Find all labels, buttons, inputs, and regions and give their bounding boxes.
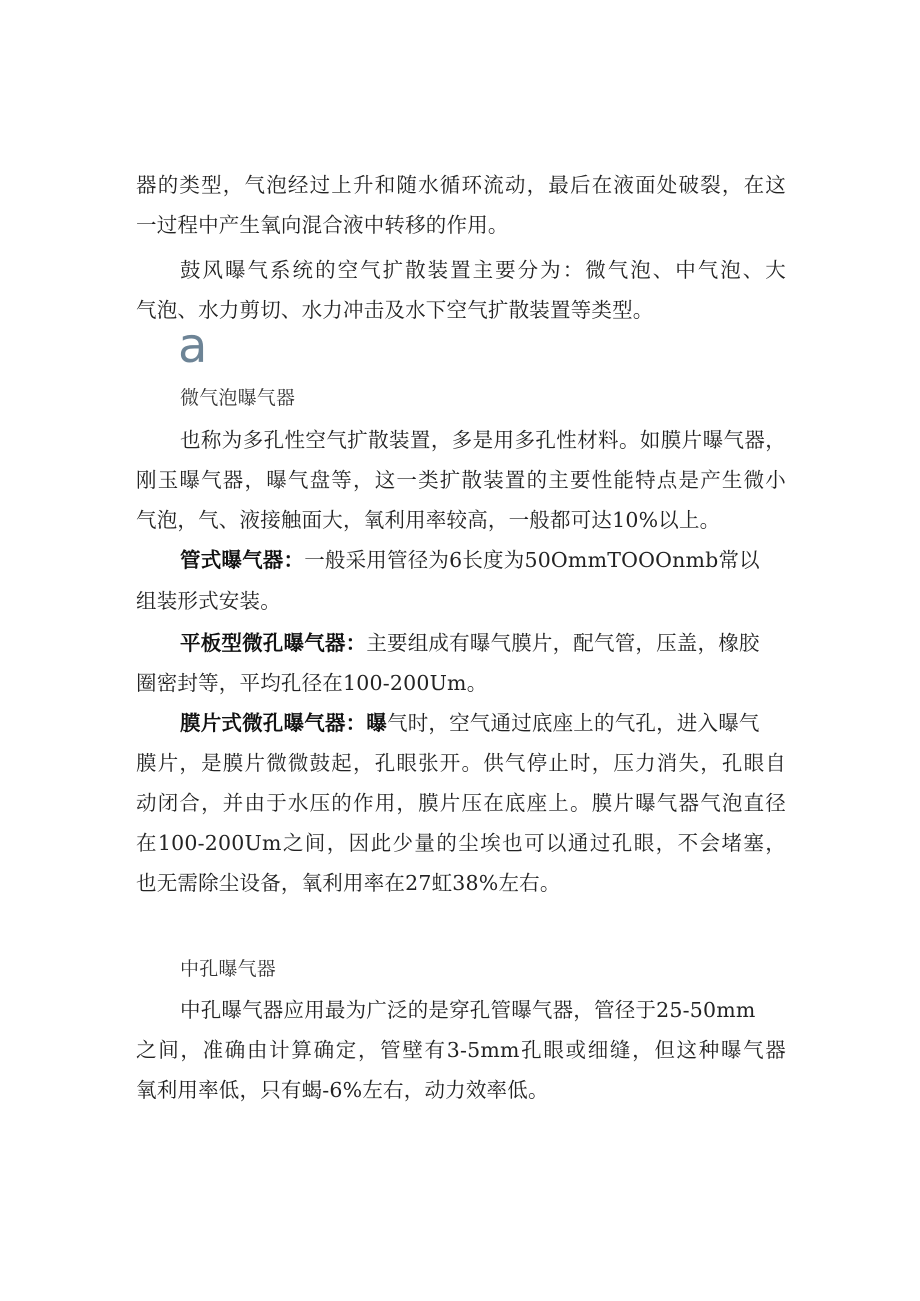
paragraph-line: 刚玉曝气器，曝气盘等，这一类扩散装置的主要性能特点是产生微小 <box>136 468 786 492</box>
section-heading: 微气泡曝气器 <box>180 387 296 409</box>
section-marker: a <box>178 318 208 374</box>
paragraph-line: 也无需除尘设备，氧利用率在27虹38%左右。 <box>136 871 561 895</box>
paragraph-line: 一过程中产生氧向混合液中转移的作用。 <box>136 213 509 237</box>
paragraph-line: 也称为多孔性空气扩散装置，多是用多孔性材料。如膜片曝气器， <box>180 428 786 452</box>
paragraph-line: 气泡、水力剪切、水力冲击及水下空气扩散装置等类型。 <box>136 298 654 322</box>
paragraph-line: 膜片，是膜片微微鼓起，孔眼张开。供气停止时，压力消失，孔眼自 <box>136 751 786 775</box>
paragraph-line <box>180 547 760 573</box>
paragraph-line: 气泡，气、液接触面大，氧利用率较高，一般都可达10%以上。 <box>136 508 721 532</box>
term-label: 管式曝气器： <box>180 548 305 572</box>
paragraph-line <box>180 630 760 656</box>
term-label: 平板型微孔曝气器： <box>180 631 367 655</box>
paragraph-line: 圈密封等，平均孔径在100-200Um。 <box>136 671 488 695</box>
paragraph-line: 氧利用率低，只有蝎-6%左右，动力效率低。 <box>136 1078 549 1102</box>
term-description: 主要组成有曝气膜片，配气管，压盖，橡胶 <box>366 631 760 655</box>
paragraph-line: 之间，准确由计算确定，管壁有3-5mm孔眼或细缝，但这种曝气器 <box>136 1038 786 1062</box>
paragraph-line: 鼓风曝气系统的空气扩散装置主要分为：微气泡、中气泡、大 <box>180 258 786 282</box>
paragraph-line <box>180 710 760 736</box>
paragraph-line: 器的类型，气泡经过上升和随水循环流动，最后在液面处破裂，在这 <box>136 173 786 197</box>
term-description: 一般采用管径为6长度为50OmmTOOOnmb常以 <box>304 548 760 572</box>
paragraph-line: 在100-200Um之间，因此少量的尘埃也可以通过孔眼，不会堵塞， <box>136 831 786 855</box>
paragraph-line: 动闭合，并由于水压的作用，膜片压在底座上。膜片曝气器气泡直径 <box>136 791 786 815</box>
section-heading: 中孔曝气器 <box>180 958 277 980</box>
term-description: 气时，空气通过底座上的气孔，进入曝气 <box>387 711 760 735</box>
term-label: 膜片式微孔曝气器：曝 <box>180 711 387 735</box>
paragraph-line: 中孔曝气器应用最为广泛的是穿孔管曝气器，管径于25-50mm <box>180 998 756 1022</box>
paragraph-line: 组装形式安装。 <box>136 589 281 613</box>
